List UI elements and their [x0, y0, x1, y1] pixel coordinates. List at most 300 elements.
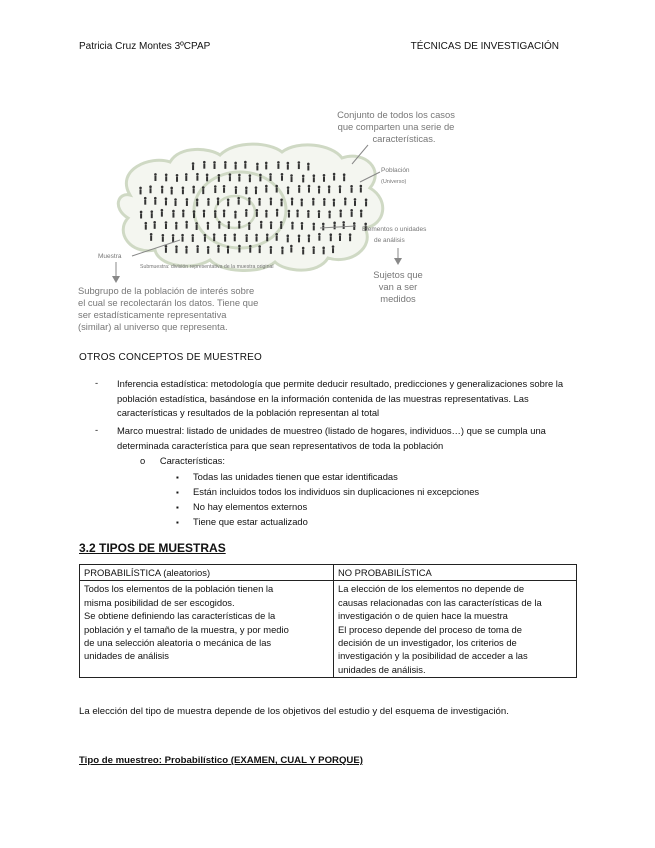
cell-line: unidades de análisis. [338, 663, 426, 675]
person-figure-body [281, 249, 283, 254]
person-figure-body [175, 225, 177, 230]
person-figure-head [280, 221, 283, 224]
person-figure-body [161, 212, 163, 217]
person-figure-head [360, 185, 363, 188]
subheading-tipo-de-muestreo: Tipo de muestreo: Probabilístico (EXAMEN, CUAL Y PORQUE) [79, 755, 363, 766]
person-figure-body [333, 176, 335, 181]
person-figure-body [265, 188, 267, 193]
person-figure-body [349, 236, 351, 241]
person-figure-head [245, 186, 248, 189]
person-figure-head [244, 161, 247, 164]
person-figure-body [217, 248, 219, 253]
person-figure-head [308, 234, 311, 237]
person-figure-body [287, 189, 289, 194]
person-figure-body [330, 236, 332, 241]
person-figure-body [223, 188, 225, 193]
person-figure-head [339, 233, 342, 236]
person-figure-body [270, 224, 272, 229]
cell-line: investigación y la posibilidad de acceder a las [338, 650, 528, 662]
person-figure-body [270, 249, 272, 254]
person-figure-body [291, 200, 293, 205]
person-figure-body [329, 213, 331, 218]
person-figure-head [170, 187, 173, 190]
label-subgrupo-3: ser estadísticamente representativa [78, 309, 227, 320]
bullet-marco-muestral: Marco muestral: listado de unidades de muestreo (listado de hogares, individuos…) que se cumpla una determinada característica para que sean representativos de toda la población [117, 425, 546, 451]
person-figure-body [207, 225, 209, 230]
label-universo-1: Conjunto de todos los casos [337, 109, 455, 120]
person-figure-head [149, 185, 152, 188]
person-figure-body [308, 188, 310, 193]
person-figure-head [339, 185, 342, 188]
arrow-sujetos-head [394, 258, 402, 265]
person-figure-body [223, 212, 225, 217]
person-figure-head [332, 245, 335, 248]
person-figure-body [234, 236, 236, 241]
person-figure-head [235, 186, 238, 189]
person-figure-head [287, 162, 290, 165]
person-figure-body [144, 200, 146, 205]
person-figure-head [265, 210, 268, 213]
person-figure-head [354, 198, 357, 201]
person-figure-body [182, 212, 184, 217]
person-figure-body [351, 188, 353, 193]
person-figure-head [161, 209, 164, 212]
person-figure-body [308, 237, 310, 242]
person-figure-head [203, 210, 206, 213]
person-figure-body [229, 176, 231, 181]
person-figure-body [185, 249, 187, 254]
person-figure-head [259, 174, 262, 177]
person-figure-head [154, 197, 157, 200]
person-figure-head [223, 185, 226, 188]
person-figure-head [328, 185, 331, 188]
person-figure-body [207, 249, 209, 254]
person-figure-body [185, 176, 187, 181]
person-figure-head [185, 221, 188, 224]
person-figure-head [207, 198, 210, 201]
person-figure-head [333, 222, 336, 225]
person-figure-head [165, 198, 168, 201]
person-figure-body [186, 224, 188, 229]
person-figure-head [312, 246, 315, 249]
person-figure-body [214, 188, 216, 193]
person-figure-body [340, 212, 342, 217]
person-figure-body [332, 248, 334, 253]
person-figure-body [328, 188, 330, 193]
person-figure-body [260, 224, 262, 229]
person-figure-body [175, 248, 177, 253]
person-figure-head [287, 186, 290, 189]
cell-line: unidades de análisis [84, 650, 169, 662]
person-figure-head [202, 186, 205, 189]
person-figure-head [307, 163, 310, 166]
person-figure-head [296, 209, 299, 212]
person-figure-head [234, 211, 237, 214]
person-figure-head [350, 209, 353, 212]
person-figure-body [265, 164, 267, 169]
header-subject: TÉCNICAS DE INVESTIGACIÓN [410, 41, 559, 52]
person-figure-body [235, 189, 237, 194]
person-figure-body [360, 212, 362, 217]
person-figure-body [318, 213, 320, 218]
person-figure-body [204, 237, 206, 242]
square-marker: ▪ [176, 488, 179, 497]
person-figure-head [191, 234, 194, 237]
person-figure-body [218, 177, 220, 182]
person-figure-head [258, 198, 261, 201]
person-figure-head [270, 197, 273, 200]
person-figure-body [343, 176, 345, 181]
person-figure-body [318, 188, 320, 193]
person-figure-head [298, 235, 301, 238]
person-figure-body [224, 164, 226, 169]
bullet-dash-2: - [95, 424, 99, 435]
person-figure-head [161, 186, 164, 189]
person-figure-body [318, 236, 320, 241]
person-figure-head [223, 209, 226, 212]
person-figure-body [150, 236, 152, 241]
list-item: Tiene que estar actualizado [193, 516, 308, 527]
person-figure-body [280, 224, 282, 229]
person-figure-head [269, 173, 272, 176]
label-sujetos-2: van a ser [378, 281, 418, 292]
person-figure-head [248, 197, 251, 200]
person-figure-body [140, 189, 142, 194]
cell-line: misma posibilidad de ser escogidos. [84, 596, 235, 608]
person-figure-head [153, 221, 156, 224]
bullet-inferencia: Inferencia estadística: metodología que permite deducir resultado, predicciones y generalizaciones sobre la población estadística, basándose en la información contenida de las muestras representativas. Las características y resultados de la población representan al total [117, 378, 564, 419]
person-figure-body [151, 213, 153, 218]
person-figure-head [277, 161, 280, 164]
square-marker: ▪ [176, 518, 179, 527]
person-figure-body [206, 176, 208, 181]
person-figure-head [255, 186, 258, 189]
person-figure-body [265, 213, 267, 218]
population-sample-diagram [70, 100, 470, 340]
person-figure-head [218, 174, 221, 177]
person-figure-head [195, 222, 198, 225]
person-figure-head [181, 234, 184, 237]
person-figure-body [238, 224, 240, 229]
person-figure-head [196, 245, 199, 248]
person-figure-head [186, 198, 189, 201]
person-figure-head [150, 233, 153, 236]
person-figure-head [302, 247, 305, 250]
table-cell-probabilistica [80, 581, 334, 678]
person-figure-body [248, 225, 250, 230]
person-figure-body [339, 188, 341, 193]
person-figure-head [286, 235, 289, 238]
person-figure-body [172, 213, 174, 218]
cell-line: Se obtiene definiendo las características de la [84, 610, 276, 622]
person-figure-head [333, 173, 336, 176]
person-figure-head [339, 209, 342, 212]
person-figure-head [266, 233, 269, 236]
person-figure-head [270, 221, 273, 224]
person-figure-head [206, 174, 209, 177]
person-figure-head [207, 222, 210, 225]
person-figure-body [290, 248, 292, 253]
person-figure-body [165, 224, 167, 229]
person-figure-head [175, 222, 178, 225]
person-figure-head [256, 163, 259, 166]
section-title-otros-conceptos: OTROS CONCEPTOS DE MUESTREO [79, 352, 263, 363]
person-figure-head [343, 173, 346, 176]
person-figure-head [318, 233, 321, 236]
person-figure-head [192, 162, 195, 165]
person-figure-head [234, 162, 237, 165]
person-figure-head [312, 198, 315, 201]
person-figure-body [203, 164, 205, 169]
person-figure-body [276, 212, 278, 217]
person-figure-head [213, 161, 216, 164]
person-figure-body [276, 188, 278, 193]
person-figure-body [150, 188, 152, 193]
person-figure-head [308, 185, 311, 188]
person-figure-head [275, 185, 278, 188]
person-figure-head [214, 185, 217, 188]
person-figure-body [301, 225, 303, 230]
person-figure-head [196, 199, 199, 202]
caracteristicas-label: Características: [159, 455, 225, 466]
person-figure-body [154, 176, 156, 181]
person-figure-body [207, 201, 209, 206]
person-figure-body [186, 201, 188, 206]
person-figure-body [287, 165, 289, 170]
person-figure-head [150, 210, 153, 213]
person-figure-head [172, 210, 175, 213]
list-item: No hay elementos externos [193, 501, 308, 512]
person-figure-body [351, 212, 353, 217]
person-figure-body [171, 189, 173, 194]
person-figure-body [193, 188, 195, 193]
person-figure-body [192, 237, 194, 242]
person-figure-head [265, 185, 268, 188]
person-figure-head [248, 222, 251, 225]
sub-bullet-caracteristicas [140, 455, 225, 466]
person-figure-head [318, 210, 321, 213]
person-figure-head [245, 234, 248, 237]
person-figure-body [175, 201, 177, 206]
person-figure-body [245, 189, 247, 194]
person-figure-head [298, 185, 301, 188]
person-figure-head [238, 174, 241, 177]
person-figure-head [165, 221, 168, 224]
person-figure-head [227, 246, 230, 249]
person-figure-head [238, 221, 241, 224]
person-figure-body [165, 176, 167, 181]
person-figure-body [281, 201, 283, 206]
person-figure-head [280, 199, 283, 202]
person-figure-body [238, 200, 240, 205]
person-figure-body [333, 201, 335, 206]
person-figure-head [288, 210, 291, 213]
label-sujetos-1: Sujetos que [373, 269, 423, 280]
person-figure-body [176, 177, 178, 182]
person-figure-body [227, 248, 229, 253]
person-figure-head [281, 246, 284, 249]
list-item: Todas las unidades tienen que estar identificadas [193, 471, 398, 482]
person-figure-head [182, 186, 185, 189]
label-subgrupo-1: Subgrupo de la población de interés sobre [78, 285, 255, 296]
person-figure-head [333, 199, 336, 202]
cell-line: Todos los elementos de la población tienen la [84, 583, 274, 595]
person-figure-head [249, 174, 252, 177]
person-figure-body [224, 237, 226, 242]
person-figure-head [365, 199, 368, 202]
header-author: Patricia Cruz Montes 3ºCPAP [79, 41, 211, 52]
person-figure-body [354, 201, 356, 206]
person-figure-body [196, 225, 198, 230]
person-figure-head [290, 245, 293, 248]
person-figure-body [291, 224, 293, 229]
person-figure-head [364, 223, 367, 226]
person-figure-body [344, 200, 346, 205]
person-figure-body [140, 213, 142, 218]
person-figure-body [154, 224, 156, 229]
person-figure-head [323, 174, 326, 177]
cell-line: La elección de los elementos no depende de [338, 583, 525, 595]
person-figure-body [259, 248, 261, 253]
person-figure-head [185, 246, 188, 249]
person-figure-body [256, 165, 258, 170]
person-figure-head [298, 161, 301, 164]
person-figure-body [192, 165, 194, 170]
person-figure-head [192, 186, 195, 189]
person-figure-head [256, 209, 259, 212]
person-figure-body [256, 212, 258, 217]
person-figure-head [139, 187, 142, 190]
person-figure-body [270, 200, 272, 205]
person-figure-head [207, 246, 210, 249]
person-figure-head [350, 185, 353, 188]
person-figure-head [165, 174, 168, 177]
person-figure-body [255, 189, 257, 194]
person-figure-head [322, 247, 325, 250]
label-elementos-2: de análisis [374, 237, 405, 244]
person-figure-body [297, 212, 299, 217]
person-figure-head [318, 186, 321, 189]
person-figure-head [260, 221, 263, 224]
square-marker: ▪ [176, 473, 179, 482]
label-poblacion-sub: (Universo) [381, 179, 407, 185]
label-universo-2: que comparten una serie de [337, 121, 455, 132]
person-figure-head [255, 234, 258, 237]
circle-marker: o [140, 455, 146, 466]
person-figure-head [144, 197, 147, 200]
person-figure-body [213, 164, 215, 169]
person-figure-head [258, 245, 261, 248]
person-figure-body [248, 200, 250, 205]
person-figure-head [229, 173, 232, 176]
person-figure-body [339, 236, 341, 241]
person-figure-body [301, 201, 303, 206]
person-figure-head [162, 234, 165, 237]
label-subgrupo-2: el cual se recolectarán los datos. Tiene que [78, 297, 259, 308]
person-figure-body [323, 249, 325, 254]
person-figure-body [298, 164, 300, 169]
square-marker: ▪ [176, 503, 179, 512]
person-figure-head [140, 211, 143, 214]
person-figure-head [182, 209, 185, 212]
person-figure-head [328, 211, 331, 214]
person-figure-body [323, 177, 325, 182]
person-figure-head [172, 234, 175, 237]
person-figure-body [313, 249, 315, 254]
person-figure-head [193, 210, 196, 213]
cell-line: El proceso depende del proceso de toma de [338, 623, 522, 635]
person-figure-head [312, 223, 315, 226]
person-figure-head [276, 209, 279, 212]
person-figure-head [224, 161, 227, 164]
person-figure-body [162, 237, 164, 242]
person-figure-body [313, 225, 315, 230]
person-figure-body [172, 237, 174, 242]
person-figure-head [204, 234, 207, 237]
person-figure-head [213, 233, 216, 236]
label-sujetos-3: medidos [380, 293, 416, 304]
person-figure-body [161, 188, 163, 193]
person-figure-body [287, 237, 289, 242]
person-figure-body [259, 176, 261, 181]
person-figure-head [353, 222, 356, 225]
person-figure-head [291, 198, 294, 201]
label-muestra: Muestra [98, 253, 122, 260]
person-figure-head [344, 198, 347, 201]
person-figure-body [214, 213, 216, 218]
person-figure-head [300, 198, 303, 201]
person-figure-head [174, 198, 177, 201]
person-figure-body [266, 236, 268, 241]
person-figure-body [307, 165, 309, 170]
person-figure-body [270, 176, 272, 181]
person-figure-body [365, 201, 367, 206]
person-figure-body [228, 224, 230, 229]
person-figure-head [227, 198, 230, 201]
person-figure-head [281, 173, 284, 176]
person-figure-body [323, 201, 325, 206]
person-figure-body [360, 188, 362, 193]
person-figure-head [342, 221, 345, 224]
person-figure-body [154, 200, 156, 205]
person-figure-head [302, 175, 305, 178]
person-figure-body [249, 177, 251, 182]
person-figure-body [182, 237, 184, 242]
label-elementos-1: Elementos o unidades [362, 226, 427, 233]
cell-line: investigación o de quien hace la muestra [338, 610, 508, 622]
label-poblacion: Población [381, 167, 410, 174]
table-row [80, 581, 577, 678]
person-figure-head [301, 222, 304, 225]
person-figure-body [276, 236, 278, 241]
person-figure-body [227, 201, 229, 206]
cell-line: población y el tamaño de la muestra, y por medio [84, 623, 289, 635]
person-figure-head [307, 210, 310, 213]
person-figure-head [323, 198, 326, 201]
arrow-muestra-head [112, 276, 120, 283]
table-header-row [80, 565, 577, 581]
person-figure-head [228, 221, 231, 224]
person-figure-body [196, 201, 198, 206]
person-figure-head [176, 174, 179, 177]
person-figure-head [144, 222, 147, 225]
person-figure-body [202, 189, 204, 194]
person-figure-body [234, 213, 236, 218]
person-figure-body [256, 237, 258, 242]
person-figure-body [145, 225, 147, 230]
person-figure-body [259, 201, 261, 206]
person-figure-head [245, 209, 248, 212]
